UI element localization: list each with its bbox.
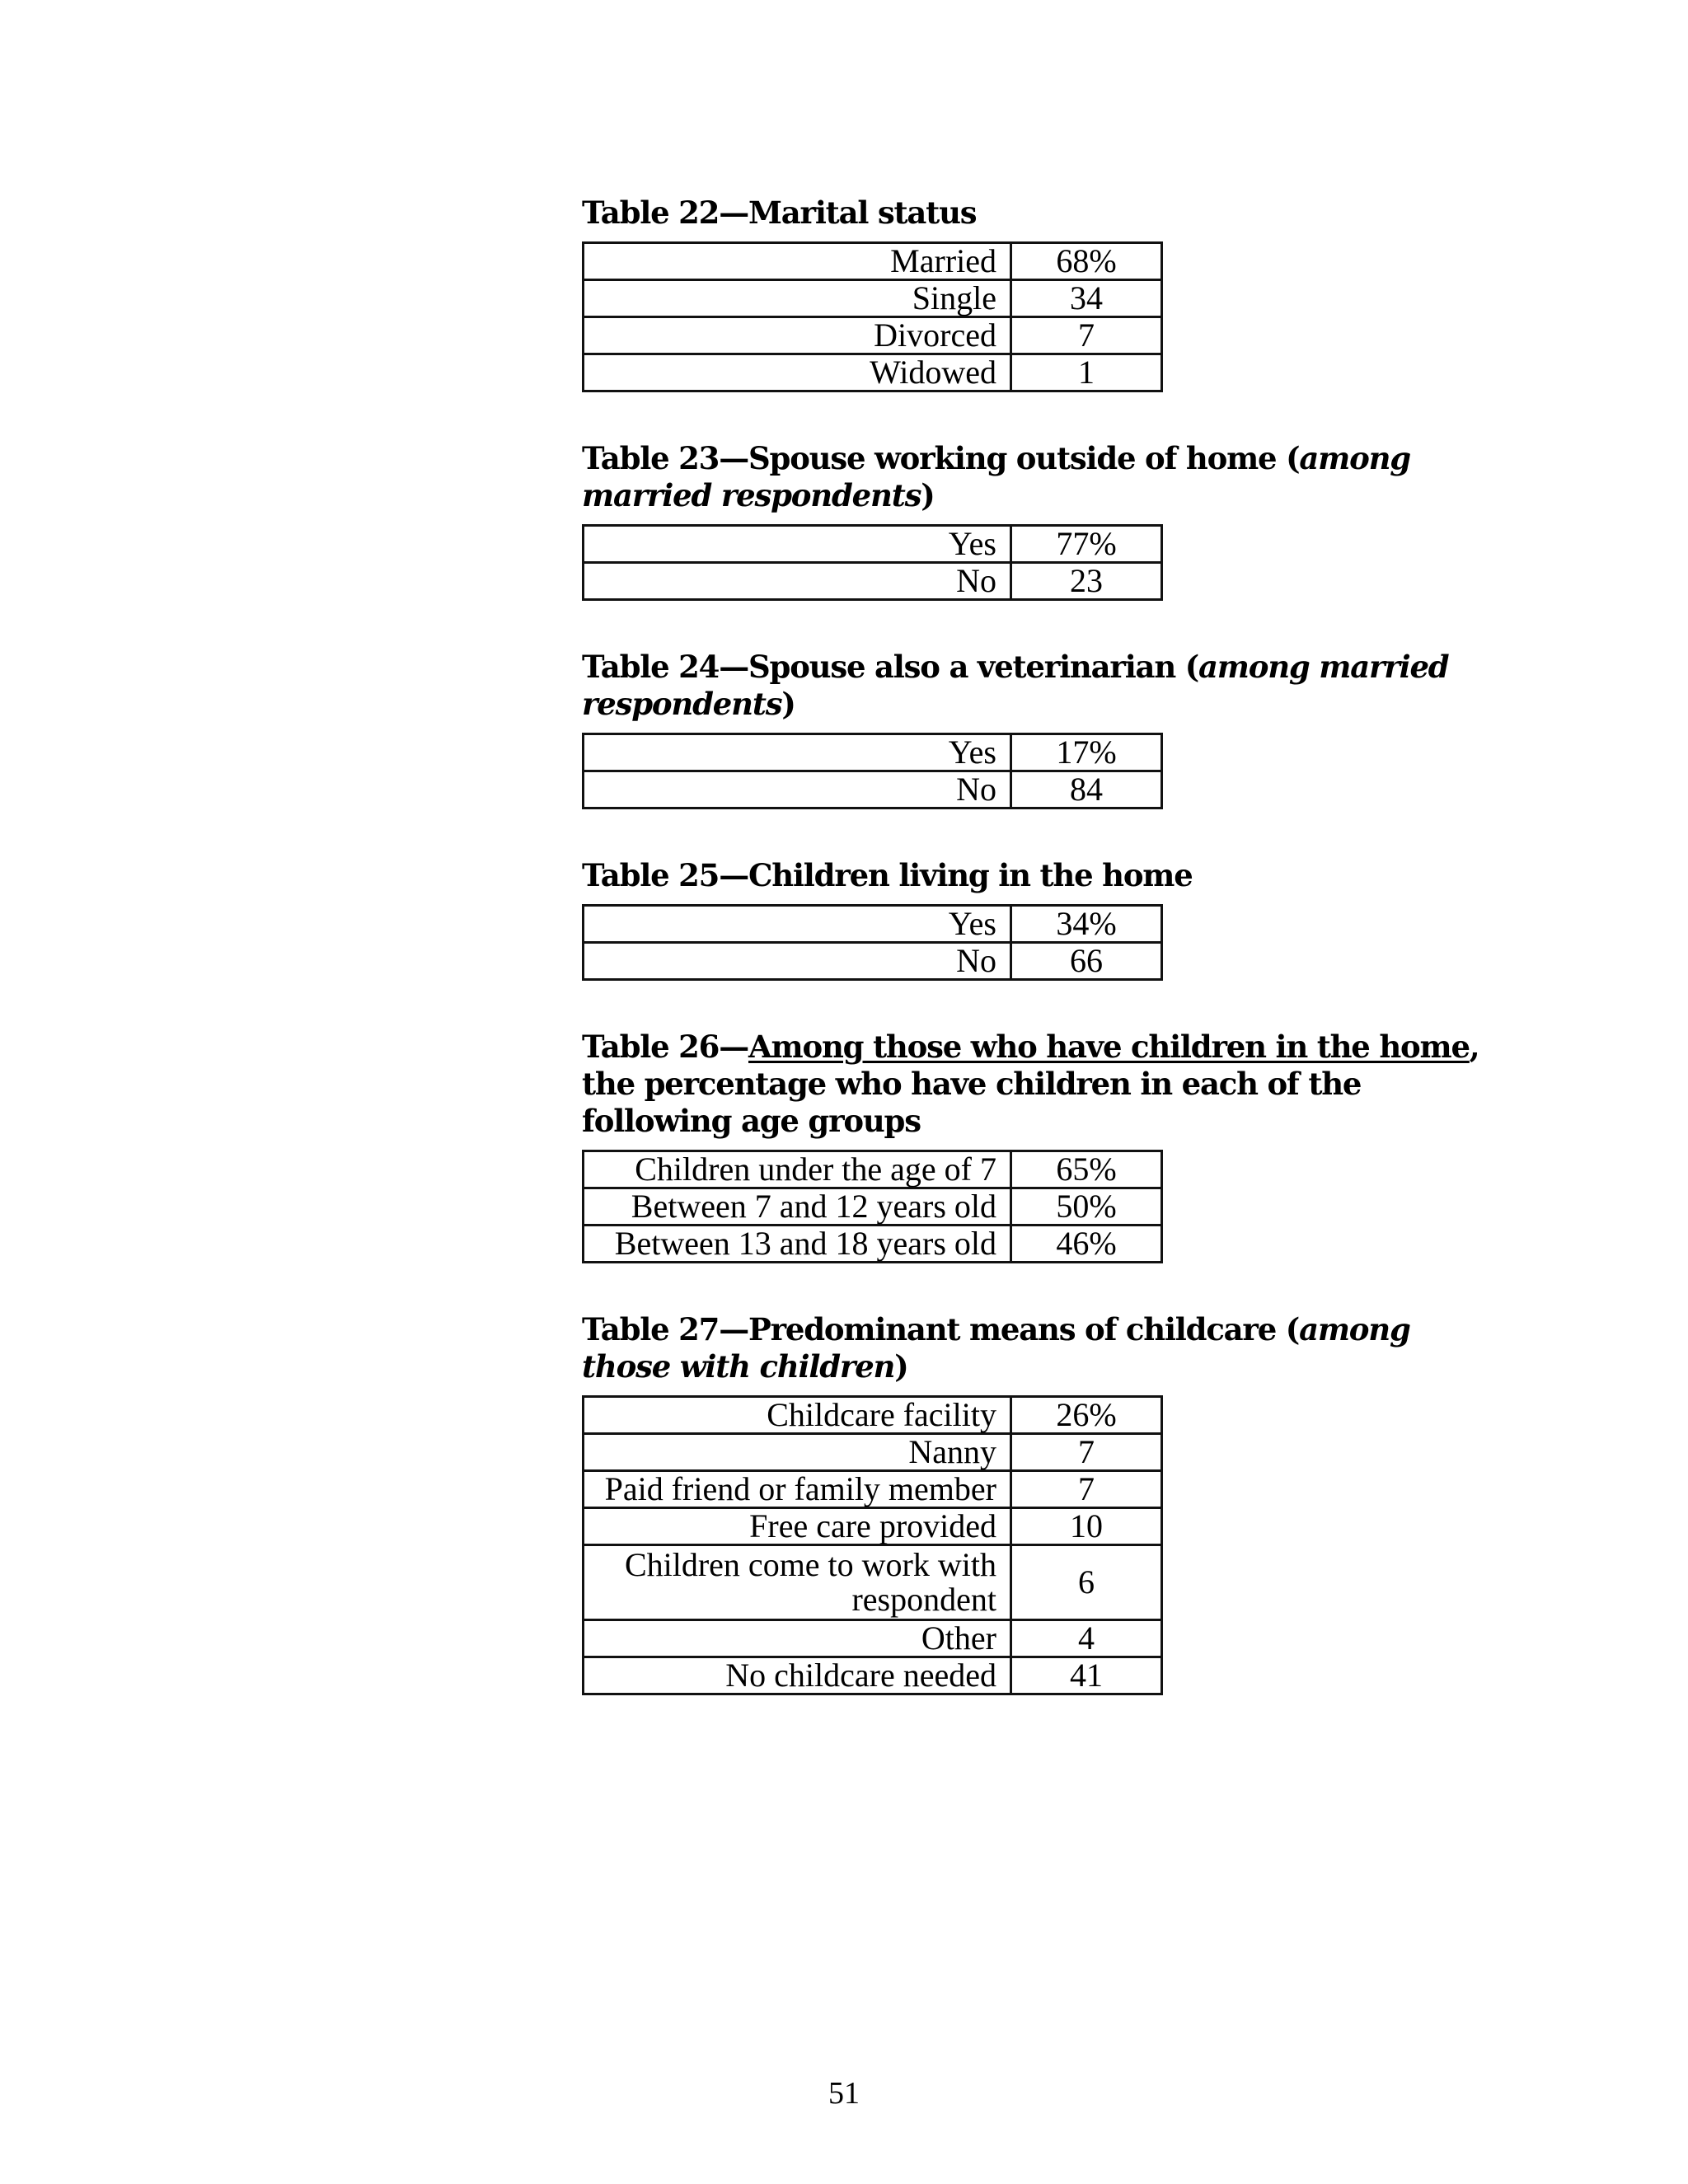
table-23 xyxy=(582,524,1163,601)
table-row xyxy=(584,1397,1162,1434)
table-row xyxy=(584,526,1162,563)
title-end: ) xyxy=(921,477,935,513)
table-24 xyxy=(582,733,1163,809)
row-value: 34 xyxy=(1011,280,1162,317)
row-label-text: Children come to work with respondent xyxy=(624,1546,996,1618)
row-label: No xyxy=(584,771,1011,808)
table-row xyxy=(584,1471,1162,1508)
table-26-block xyxy=(582,1029,1489,1263)
table-row xyxy=(584,1151,1162,1188)
row-label: Childcare facility xyxy=(584,1397,1011,1434)
row-label: No childcare needed xyxy=(584,1657,1011,1694)
title-end: ) xyxy=(781,686,795,722)
row-label: Between 7 and 12 years old xyxy=(584,1188,1011,1226)
title-underlined: Among those who have children in the home xyxy=(748,1029,1470,1065)
table-row xyxy=(584,943,1162,980)
row-value: 7 xyxy=(1011,1471,1162,1508)
table-24-block xyxy=(582,649,1489,809)
row-value: 41 xyxy=(1011,1657,1162,1694)
row-value: 10 xyxy=(1011,1508,1162,1545)
row-label: Children under the age of 7 xyxy=(584,1151,1011,1188)
page-number: 51 xyxy=(828,2076,860,2111)
row-label: Widowed xyxy=(584,354,1011,391)
table-24-title xyxy=(582,649,1489,723)
row-label: Nanny xyxy=(584,1434,1011,1471)
table-23-title xyxy=(582,440,1489,514)
row-value: 1 xyxy=(1011,354,1162,391)
table-row xyxy=(584,1620,1162,1657)
table-row xyxy=(584,1508,1162,1545)
row-value: 7 xyxy=(1011,1434,1162,1471)
table-row xyxy=(584,734,1162,771)
row-label: Married xyxy=(584,243,1011,280)
document-content xyxy=(582,194,1489,1743)
row-value: 7 xyxy=(1011,317,1162,354)
row-value: 84 xyxy=(1011,771,1162,808)
table-row xyxy=(584,771,1162,808)
row-value: 77% xyxy=(1011,526,1162,563)
row-value: 65% xyxy=(1011,1151,1162,1188)
table-23-block xyxy=(582,440,1489,601)
table-27 xyxy=(582,1395,1163,1695)
table-25-block xyxy=(582,857,1489,981)
table-25 xyxy=(582,904,1163,981)
table-22-block xyxy=(582,194,1489,392)
table-22 xyxy=(582,241,1163,392)
title-text: Table 27—Predominant means of childcare ( xyxy=(582,1311,1300,1347)
title-text: Table 23—Spouse working outside of home ( xyxy=(582,440,1300,476)
row-label: Yes xyxy=(584,906,1011,943)
row-label: Yes xyxy=(584,734,1011,771)
table-row xyxy=(584,280,1162,317)
table-27-block xyxy=(582,1311,1489,1695)
table-row xyxy=(584,1188,1162,1226)
title-end: ) xyxy=(894,1348,908,1385)
row-value: 23 xyxy=(1011,563,1162,600)
table-27-title xyxy=(582,1311,1489,1385)
row-label: Between 13 and 18 years old xyxy=(584,1226,1011,1263)
row-label: No xyxy=(584,943,1011,980)
title-italic: among married respondents xyxy=(582,440,1410,513)
row-value: 26% xyxy=(1011,1397,1162,1434)
table-row xyxy=(584,354,1162,391)
row-value: 34% xyxy=(1011,906,1162,943)
table-26-title xyxy=(582,1029,1489,1140)
row-label: Yes xyxy=(584,526,1011,563)
table-row xyxy=(584,317,1162,354)
row-value: 6 xyxy=(1011,1545,1162,1620)
table-26 xyxy=(582,1150,1163,1263)
row-value: 68% xyxy=(1011,243,1162,280)
row-value: 17% xyxy=(1011,734,1162,771)
table-row xyxy=(584,1434,1162,1471)
table-25-title: Table 25—Children living in the home xyxy=(582,857,1193,893)
table-row xyxy=(584,1226,1162,1263)
table-row xyxy=(584,1545,1162,1620)
title-italic: among those with children xyxy=(582,1311,1410,1385)
row-value: 50% xyxy=(1011,1188,1162,1226)
row-value: 66 xyxy=(1011,943,1162,980)
title-text: Table 26— xyxy=(582,1029,749,1065)
row-label: Paid friend or family member xyxy=(584,1471,1011,1508)
title-text: Table 24—Spouse also a veterinarian ( xyxy=(582,649,1199,685)
row-label: Single xyxy=(584,280,1011,317)
row-label: Free care provided xyxy=(584,1508,1011,1545)
title-italic: among married respondents xyxy=(582,649,1449,722)
row-label: No xyxy=(584,563,1011,600)
row-label: Divorced xyxy=(584,317,1011,354)
row-value: 4 xyxy=(1011,1620,1162,1657)
table-row xyxy=(584,1657,1162,1694)
row-value: 46% xyxy=(1011,1226,1162,1263)
row-label xyxy=(584,1545,1011,1620)
table-row xyxy=(584,563,1162,600)
table-row xyxy=(584,906,1162,943)
row-label: Other xyxy=(584,1620,1011,1657)
table-row xyxy=(584,243,1162,280)
table-22-title: Table 22—Marital status xyxy=(582,194,977,231)
title-end: , the percentage who have children in each of the following age groups xyxy=(582,1029,1479,1139)
